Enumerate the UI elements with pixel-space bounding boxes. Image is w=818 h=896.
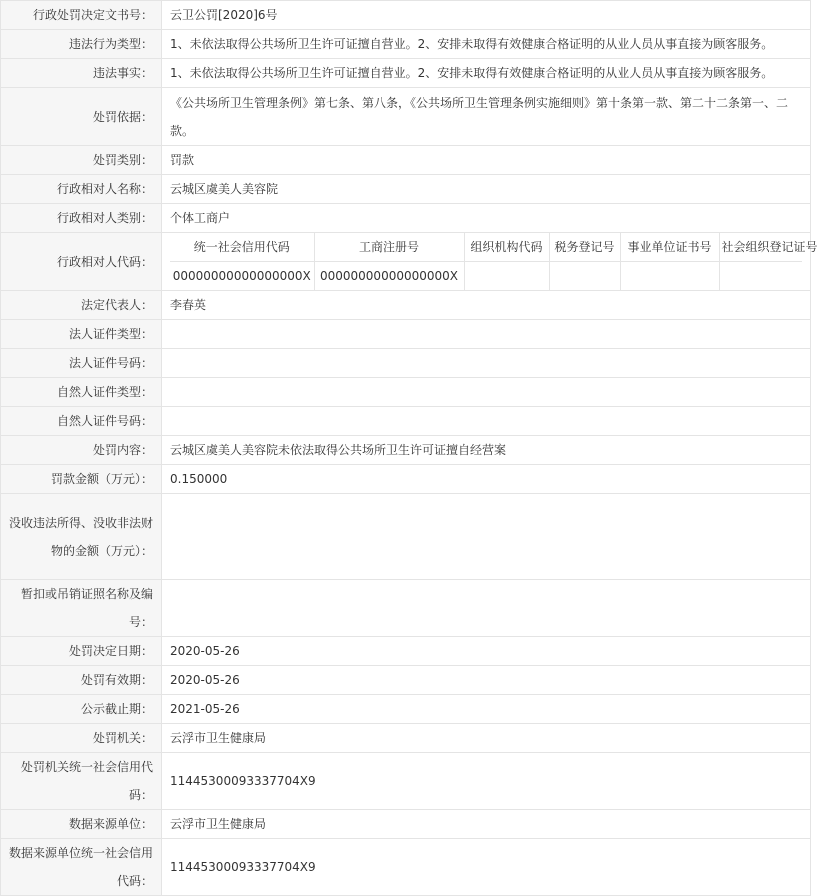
violation-type-value: 1、未依法取得公共场所卫生许可证擅自营业。2、安排未取得有效健康合格证明的从业人员从事直接为顾客服务。 [162, 30, 811, 59]
table-row [1, 407, 811, 436]
table-row [1, 320, 811, 349]
table-row [1, 494, 811, 580]
legal-rep-value: 李春英 [162, 291, 811, 320]
table-row [1, 839, 811, 896]
source-unit-code-value: 11445300093337704X9 [162, 839, 811, 896]
fine-amount-value: 0.150000 [162, 465, 811, 494]
confiscation-amount-label: 没收违法所得、没收非法财物的金额（万元）： [1, 494, 162, 580]
authority-code-label: 处罚机关统一社会信用代码： [1, 753, 162, 810]
table-row [1, 291, 811, 320]
decision-date-value: 2020-05-26 [162, 637, 811, 666]
doc-number-label: 行政处罚决定文书号： [1, 1, 162, 30]
publicity-deadline-value: 2021-05-26 [162, 695, 811, 724]
code-header-row [170, 233, 802, 262]
authority-value: 云浮市卫生健康局 [162, 724, 811, 753]
penalty-basis-label: 处罚依据： [1, 88, 162, 146]
table-row [1, 637, 811, 666]
table-row [1, 753, 811, 810]
table-row [1, 666, 811, 695]
table-row [1, 349, 811, 378]
code-header: 组织机构代码 [464, 233, 549, 262]
table-row [1, 146, 811, 175]
valid-date-label: 处罚有效期： [1, 666, 162, 695]
penalty-content-value: 云城区虞美人美容院未依法取得公共场所卫生许可证擅自经营案 [162, 436, 811, 465]
code-value [549, 262, 620, 291]
code-header: 事业单位证书号 [620, 233, 719, 262]
counterpart-name-label: 行政相对人名称： [1, 175, 162, 204]
table-row [1, 436, 811, 465]
violation-type-label: 违法行为类型： [1, 30, 162, 59]
code-header: 工商注册号 [314, 233, 464, 262]
authority-label: 处罚机关： [1, 724, 162, 753]
natural-id-number-value [162, 407, 811, 436]
table-row [1, 204, 811, 233]
counterpart-code-table [170, 233, 818, 290]
code-value [464, 262, 549, 291]
doc-number-value: 云卫公罚[2020]6号 [162, 1, 811, 30]
counterpart-code-label: 行政相对人代码： [1, 233, 162, 291]
counterpart-type-value: 个体工商户 [162, 204, 811, 233]
counterpart-name-value: 云城区虞美人美容院 [162, 175, 811, 204]
confiscation-amount-value [162, 494, 811, 580]
table-row [1, 233, 811, 291]
table-row [1, 30, 811, 59]
violation-facts-label: 违法事实： [1, 59, 162, 88]
license-revoked-label: 暂扣或吊销证照名称及编号： [1, 580, 162, 637]
code-value: 00000000000000000X [170, 262, 314, 291]
table-row [1, 580, 811, 637]
code-value [719, 262, 802, 291]
source-unit-label: 数据来源单位： [1, 810, 162, 839]
legal-id-type-value [162, 320, 811, 349]
natural-id-type-value [162, 378, 811, 407]
publicity-deadline-label: 公示截止期： [1, 695, 162, 724]
code-value [620, 262, 719, 291]
decision-date-label: 处罚决定日期： [1, 637, 162, 666]
table-row [1, 465, 811, 494]
natural-id-number-label: 自然人证件号码： [1, 407, 162, 436]
authority-code-value: 11445300093337704X9 [162, 753, 811, 810]
source-unit-value: 云浮市卫生健康局 [162, 810, 811, 839]
table-row [1, 724, 811, 753]
counterpart-type-label: 行政相对人类别： [1, 204, 162, 233]
penalty-content-label: 处罚内容： [1, 436, 162, 465]
counterpart-code-cell [162, 233, 818, 291]
legal-id-number-value [162, 349, 811, 378]
source-unit-code-label: 数据来源单位统一社会信用代码： [1, 839, 162, 896]
table-row [1, 695, 811, 724]
code-value-row [170, 262, 802, 291]
license-revoked-value [162, 580, 811, 637]
table-row [1, 175, 811, 204]
code-header: 统一社会信用代码 [170, 233, 314, 262]
table-row [1, 1, 811, 30]
fine-amount-label: 罚款金额（万元）： [1, 465, 162, 494]
valid-date-value: 2020-05-26 [162, 666, 811, 695]
table-row [1, 88, 811, 146]
violation-facts-value: 1、未依法取得公共场所卫生许可证擅自营业。2、安排未取得有效健康合格证明的从业人员从事直接为顾客服务。 [162, 59, 811, 88]
legal-id-type-label: 法人证件类型： [1, 320, 162, 349]
code-header: 社会组织登记证号 [719, 233, 802, 262]
legal-rep-label: 法定代表人： [1, 291, 162, 320]
code-value: 00000000000000000X [314, 262, 464, 291]
code-header: 税务登记号 [549, 233, 620, 262]
table-row [1, 378, 811, 407]
legal-id-number-label: 法人证件号码： [1, 349, 162, 378]
table-row [1, 59, 811, 88]
penalty-category-label: 处罚类别： [1, 146, 162, 175]
natural-id-type-label: 自然人证件类型： [1, 378, 162, 407]
penalty-category-value: 罚款 [162, 146, 811, 175]
table-row [1, 810, 811, 839]
penalty-basis-value: 《公共场所卫生管理条例》第七条、第八条，《公共场所卫生管理条例实施细则》第十条第一款、第二十二条第一、二款。 [162, 88, 811, 146]
